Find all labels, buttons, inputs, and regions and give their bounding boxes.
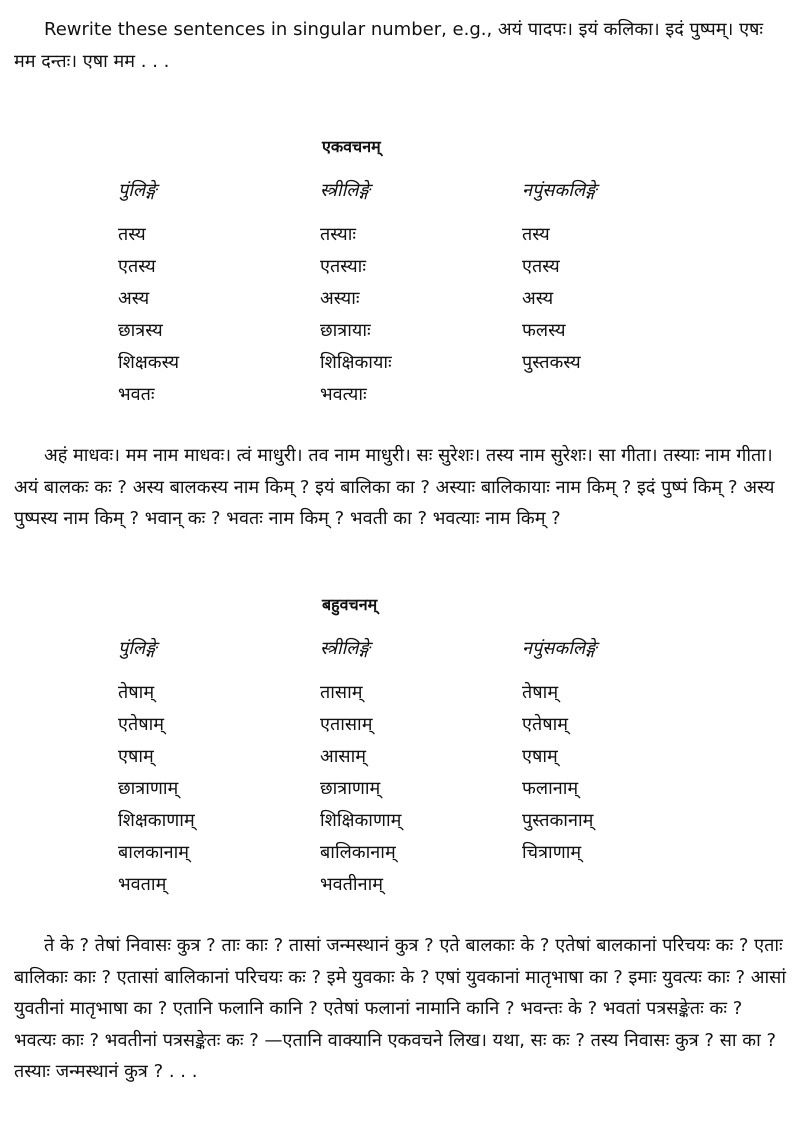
singular-cell: अस्याः bbox=[320, 288, 360, 309]
plural-header-masculine: पुंलिङ्गे bbox=[118, 638, 157, 659]
singular-cell: तस्य bbox=[118, 224, 146, 245]
singular-header-masculine: पुंलिङ्गे bbox=[118, 180, 157, 201]
plural-cell: तेषाम् bbox=[118, 682, 155, 703]
singular-heading: एकवचनम् bbox=[322, 137, 381, 156]
plural-cell: पुस्तकानाम् bbox=[522, 810, 594, 831]
singular-cell: अस्य bbox=[522, 288, 554, 309]
singular-cell: शिक्षकस्य bbox=[118, 352, 180, 373]
singular-cell: तस्याः bbox=[320, 224, 356, 245]
singular-header-neuter: नपुंसकलिङ्गे bbox=[522, 180, 597, 201]
singular-cell: पुस्तकस्य bbox=[522, 352, 581, 373]
singular-cell: एतस्य bbox=[522, 256, 560, 277]
plural-cell: शिक्षकाणाम् bbox=[118, 810, 195, 831]
singular-cell: छात्रायाः bbox=[320, 320, 371, 341]
plural-practice-text: ते के ? तेषां निवासः कुत्र ? ताः काः ? तासां जन्मस्थानं कुत्र ? एते बालकाः के ? एतेषां बालकानां परिचयः कः ? एताः बालिकाः काः ? एतासां बालिकानां परिचयः कः ? इमे युवकाः के ? एषां युवकानां मातृभाषा का ? इमाः युवत्यः काः ? आसां युवतीनां मातृभाषा का ? एतानि फलानि कानि ? एतेषां फलानां नामानि कानि ? भवन्तः के ? भवतां पत्रसङ्केतः कः ? भवत्यः काः ? भवतीनां पत्रसङ्केतः कः ? —एतानि वाक्यानि एकवचने लिख। यथा, सः कः ? तस्य निवासः कुत्र ? सा का ? तस्याः जन्मस्थानं कुत्र ? . . . bbox=[14, 935, 786, 1082]
plural-cell: बालकानाम् bbox=[118, 842, 190, 863]
plural-header-feminine: स्त्रीलिङ्गे bbox=[320, 638, 370, 659]
singular-practice-text: अहं माधवः। मम नाम माधवः। त्वं माधुरी। तव नाम माधुरी। सः सुरेशः। तस्य नाम सुरेशः। सा गीता। तस्याः नाम गीता। अयं बालकः कः ? अस्य बालकस्य नाम किम् ? इयं बालिका का ? अस्याः बालिकायाः नाम किम् ? इदं पुष्पं किम् ? अस्य पुष्पस्य नाम किम् ? भवान् कः ? भवतः नाम किम् ? भवती का ? भवत्याः नाम किम् ? bbox=[14, 445, 775, 529]
plural-cell: आसाम् bbox=[320, 746, 366, 767]
plural-cell: एषाम् bbox=[522, 746, 558, 767]
plural-cell: एषाम् bbox=[118, 746, 154, 767]
plural-cell: छात्राणाम् bbox=[320, 778, 381, 799]
singular-practice-paragraph bbox=[14, 440, 786, 535]
singular-cell: फलस्य bbox=[522, 320, 566, 341]
intro-paragraph bbox=[14, 14, 786, 77]
plural-cell: फलानाम् bbox=[522, 778, 579, 799]
singular-cell: छात्रस्य bbox=[118, 320, 163, 341]
singular-cell: भवतः bbox=[118, 384, 155, 405]
plural-header-neuter: नपुंसकलिङ्गे bbox=[522, 638, 597, 659]
plural-cell: भवताम् bbox=[118, 874, 167, 895]
plural-heading: बहुवचनम् bbox=[322, 595, 378, 614]
plural-cell: एतासाम् bbox=[320, 714, 373, 735]
plural-cell: चित्राणाम् bbox=[522, 842, 582, 863]
singular-cell: एतस्याः bbox=[320, 256, 366, 277]
singular-cell: एतस्य bbox=[118, 256, 156, 277]
plural-cell: छात्राणाम् bbox=[118, 778, 179, 799]
plural-cell: बालिकानाम् bbox=[320, 842, 396, 863]
plural-cell: एतेषाम् bbox=[522, 714, 569, 735]
plural-cell: भवतीनाम् bbox=[320, 874, 383, 895]
singular-cell: शिक्षिकायाः bbox=[320, 352, 392, 373]
singular-cell: तस्य bbox=[522, 224, 550, 245]
singular-header-feminine: स्त्रीलिङ्गे bbox=[320, 180, 370, 201]
plural-practice-paragraph bbox=[14, 930, 786, 1088]
plural-cell: तासाम् bbox=[320, 682, 363, 703]
singular-cell: अस्य bbox=[118, 288, 150, 309]
singular-cell: भवत्याः bbox=[320, 384, 367, 405]
intro-text: Rewrite these sentences in singular number, e.g., अयं पादपः। इयं कलिका। इदं पुष्पम्। एषः मम दन्तः। एषा मम . . . bbox=[14, 19, 764, 72]
plural-cell: शिक्षिकाणाम् bbox=[320, 810, 402, 831]
plural-cell: एतेषाम् bbox=[118, 714, 165, 735]
plural-cell: तेषाम् bbox=[522, 682, 559, 703]
